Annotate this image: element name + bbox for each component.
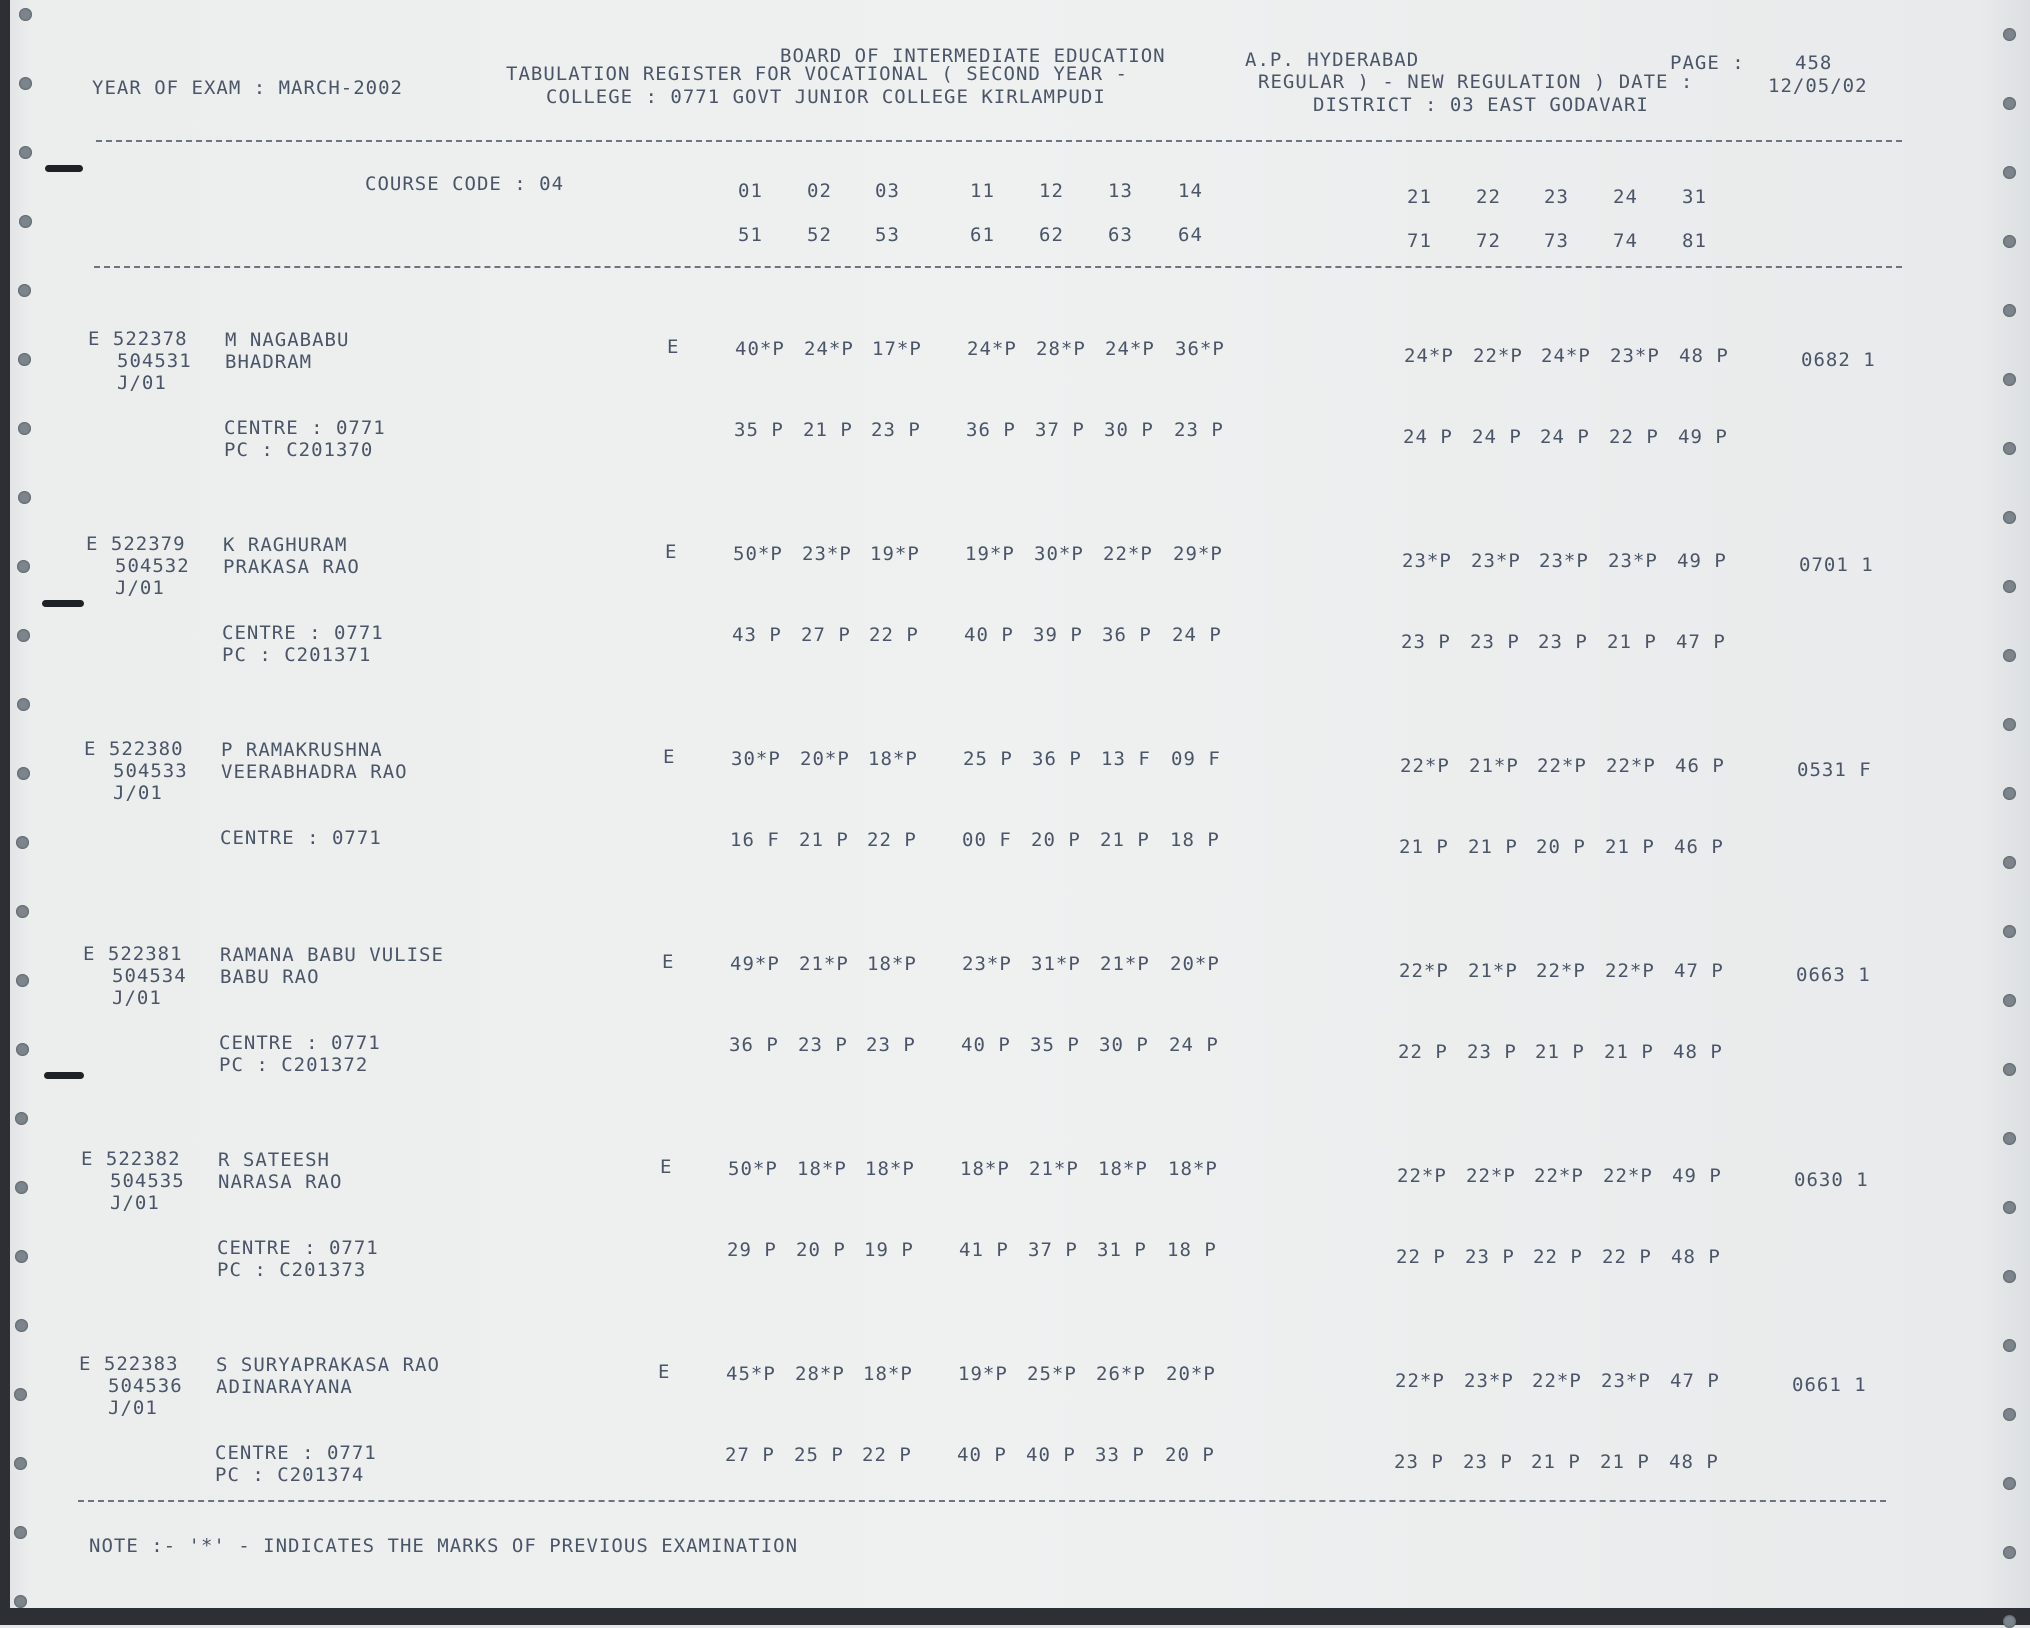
- student-name: M NAGABABU: [225, 329, 350, 351]
- course-rule: [94, 266, 1902, 268]
- mark-cell: 50*P: [728, 1158, 778, 1180]
- group-code: J/01: [108, 1397, 158, 1419]
- student-name: K RAGHURAM: [223, 534, 348, 556]
- mark-cell: 23 P: [798, 1034, 848, 1056]
- header-rule: [96, 140, 1902, 142]
- group-code: J/01: [115, 577, 165, 599]
- mark-cell: 18*P: [867, 953, 917, 975]
- sprocket-hole: [2003, 994, 2016, 1007]
- year-of-exam: YEAR OF EXAM : MARCH-2002: [92, 77, 403, 99]
- sprocket-hole: [17, 560, 30, 573]
- mark-cell: 18*P: [797, 1158, 847, 1180]
- sprocket-hole: [2003, 1408, 2016, 1421]
- mark-cell: 22 P: [1396, 1246, 1446, 1268]
- centre-code: CENTRE : 0771: [215, 1442, 377, 1464]
- mark-cell: 24*P: [1105, 338, 1155, 360]
- sprocket-hole: [18, 491, 31, 504]
- footer-rule: [78, 1500, 1886, 1502]
- mark-cell: 18*P: [865, 1158, 915, 1180]
- sprocket-hole: [2003, 856, 2016, 869]
- course-code-item: 51: [738, 224, 763, 246]
- sprocket-hole: [16, 836, 29, 849]
- board-location: A.P. HYDERABAD: [1245, 49, 1420, 71]
- paper-edge-bottom: [0, 1608, 2030, 1625]
- mark-cell: 21 P: [799, 829, 849, 851]
- mark-cell: 20*P: [800, 748, 850, 770]
- board-title: BOARD OF INTERMEDIATE EDUCATION: [780, 45, 1166, 67]
- medium: E: [660, 1156, 673, 1178]
- course-code-item: 03: [875, 180, 900, 202]
- mark-cell: 22*P: [1399, 960, 1449, 982]
- mark-cell: 21*P: [1029, 1158, 1079, 1180]
- mark-cell: 22*P: [1537, 755, 1587, 777]
- mark-cell: 22*P: [1400, 755, 1450, 777]
- sprocket-hole: [18, 353, 31, 366]
- sprocket-hole: [14, 1526, 27, 1539]
- course-code-item: 53: [875, 224, 900, 246]
- father-name: VEERABHADRA RAO: [221, 761, 408, 783]
- mark-cell: 21 P: [1605, 836, 1655, 858]
- mark-cell: 19*P: [870, 543, 920, 565]
- mark-cell: 50*P: [733, 543, 783, 565]
- mark-cell: 22 P: [1533, 1246, 1583, 1268]
- mark-cell: 39 P: [1033, 624, 1083, 646]
- mark-cell: 43 P: [732, 624, 782, 646]
- reg-number: E 522381: [83, 943, 183, 965]
- mark-cell: 18 P: [1170, 829, 1220, 851]
- total-result: 0630 1: [1794, 1169, 1869, 1191]
- pc-number: PC : C201373: [217, 1259, 367, 1281]
- mark-cell: 18*P: [1098, 1158, 1148, 1180]
- print-date: 12/05/02: [1768, 75, 1868, 97]
- medium: E: [665, 541, 678, 563]
- mark-cell: 24*P: [1541, 345, 1591, 367]
- mark-cell: 31*P: [1031, 953, 1081, 975]
- mark-cell: 27 P: [801, 624, 851, 646]
- mark-cell: 19 P: [864, 1239, 914, 1261]
- mark-cell: 36 P: [1102, 624, 1152, 646]
- mark-cell: 27 P: [725, 1444, 775, 1466]
- mark-cell: 21*P: [1468, 960, 1518, 982]
- course-code-item: 31: [1682, 186, 1707, 208]
- sprocket-hole: [2003, 580, 2016, 593]
- pc-number: PC : C201371: [222, 644, 372, 666]
- mark-cell: 22*P: [1473, 345, 1523, 367]
- mark-cell: 23 P: [1470, 631, 1520, 653]
- sprocket-hole: [2003, 235, 2016, 248]
- course-code-item: 63: [1108, 224, 1133, 246]
- mark-cell: 48 P: [1673, 1041, 1723, 1063]
- mark-cell: 40*P: [735, 338, 785, 360]
- mark-cell: 21*P: [1469, 755, 1519, 777]
- sprocket-hole: [15, 1250, 28, 1263]
- pc-number: PC : C201372: [219, 1054, 369, 1076]
- mark-cell: 22 P: [867, 829, 917, 851]
- father-name: BHADRAM: [225, 351, 313, 373]
- course-code-item: 14: [1178, 180, 1203, 202]
- mark-cell: 29*P: [1173, 543, 1223, 565]
- mark-cell: 24 P: [1540, 426, 1590, 448]
- mark-cell: 23*P: [1608, 550, 1658, 572]
- father-name: PRAKASA RAO: [223, 556, 360, 578]
- reg-number: E 522383: [79, 1353, 179, 1375]
- course-code-item: 23: [1544, 186, 1569, 208]
- total-result: 0663 1: [1796, 964, 1871, 986]
- mark-cell: 09 F: [1171, 748, 1221, 770]
- mark-cell: 23*P: [1464, 1370, 1514, 1392]
- medium: E: [663, 746, 676, 768]
- mark-cell: 22 P: [1609, 426, 1659, 448]
- student-name: RAMANA BABU VULISE: [220, 944, 444, 966]
- mark-cell: 28*P: [1036, 338, 1086, 360]
- sprocket-hole: [14, 1457, 27, 1470]
- mark-cell: 49 P: [1678, 426, 1728, 448]
- mark-cell: 36*P: [1175, 338, 1225, 360]
- student-code: 504534: [112, 965, 187, 987]
- sprocket-hole: [2003, 28, 2016, 41]
- mark-cell: 18*P: [863, 1363, 913, 1385]
- group-code: J/01: [113, 782, 163, 804]
- mark-cell: 26*P: [1096, 1363, 1146, 1385]
- mark-cell: 49*P: [730, 953, 780, 975]
- mark-cell: 18 P: [1167, 1239, 1217, 1261]
- reg-number: E 522380: [84, 738, 184, 760]
- mark-cell: 23 P: [866, 1034, 916, 1056]
- course-code-item: 72: [1476, 230, 1501, 252]
- mark-cell: 21 P: [1100, 829, 1150, 851]
- mark-cell: 25*P: [1027, 1363, 1077, 1385]
- mark-cell: 24 P: [1472, 426, 1522, 448]
- father-name: BABU RAO: [220, 966, 320, 988]
- mark-cell: 23 P: [871, 419, 921, 441]
- course-code-item: 62: [1039, 224, 1064, 246]
- sprocket-hole: [17, 767, 30, 780]
- mark-cell: 20 P: [1165, 1444, 1215, 1466]
- mark-cell: 23 P: [1174, 419, 1224, 441]
- course-code-item: 71: [1407, 230, 1432, 252]
- course-code-item: 61: [970, 224, 995, 246]
- mark-cell: 30*P: [1034, 543, 1084, 565]
- mark-cell: 22*P: [1395, 1370, 1445, 1392]
- mark-cell: 30*P: [731, 748, 781, 770]
- mark-cell: 21 P: [1399, 836, 1449, 858]
- centre-code: CENTRE : 0771: [222, 622, 384, 644]
- mark-cell: 22*P: [1536, 960, 1586, 982]
- reg-number: E 522378: [88, 328, 188, 350]
- mark-cell: 23 P: [1401, 631, 1451, 653]
- sprocket-hole: [2003, 1270, 2016, 1283]
- centre-code: CENTRE : 0771: [217, 1237, 379, 1259]
- sprocket-hole: [18, 422, 31, 435]
- mark-cell: 21 P: [1600, 1451, 1650, 1473]
- mark-cell: 23 P: [1394, 1451, 1444, 1473]
- course-code-item: 21: [1407, 186, 1432, 208]
- mark-cell: 40 P: [961, 1034, 1011, 1056]
- course-code-item: 22: [1476, 186, 1501, 208]
- mark-cell: 17*P: [872, 338, 922, 360]
- mark-cell: 29 P: [727, 1239, 777, 1261]
- reg-number: E 522379: [86, 533, 186, 555]
- mark-cell: 35 P: [734, 419, 784, 441]
- mark-cell: 21 P: [1468, 836, 1518, 858]
- sprocket-hole: [19, 77, 32, 90]
- course-code-item: 13: [1108, 180, 1133, 202]
- mark-cell: 24*P: [1404, 345, 1454, 367]
- sprocket-hole: [14, 1595, 27, 1608]
- sprocket-hole: [15, 1181, 28, 1194]
- sprocket-hole: [2003, 1615, 2016, 1628]
- course-code: COURSE CODE : 04: [365, 173, 565, 195]
- mark-cell: 24*P: [967, 338, 1017, 360]
- mark-cell: 33 P: [1095, 1444, 1145, 1466]
- mark-cell: 49 P: [1672, 1165, 1722, 1187]
- mark-cell: 30 P: [1099, 1034, 1149, 1056]
- mark-cell: 36 P: [1032, 748, 1082, 770]
- total-result: 0531 F: [1797, 759, 1872, 781]
- sprocket-hole: [2003, 1477, 2016, 1490]
- mark-cell: 36 P: [729, 1034, 779, 1056]
- centre-code: CENTRE : 0771: [224, 417, 386, 439]
- mark-cell: 47 P: [1674, 960, 1724, 982]
- pen-mark: [42, 600, 84, 607]
- sprocket-hole: [2003, 649, 2016, 662]
- mark-cell: 18*P: [960, 1158, 1010, 1180]
- centre-code: CENTRE : 0771: [219, 1032, 381, 1054]
- father-name: ADINARAYANA: [216, 1376, 353, 1398]
- mark-cell: 48 P: [1679, 345, 1729, 367]
- mark-cell: 20*P: [1170, 953, 1220, 975]
- course-code-item: 74: [1613, 230, 1638, 252]
- group-code: J/01: [112, 987, 162, 1009]
- mark-cell: 21*P: [1100, 953, 1150, 975]
- mark-cell: 21 P: [1535, 1041, 1585, 1063]
- course-code-item: 81: [1682, 230, 1707, 252]
- student-code: 504536: [108, 1375, 183, 1397]
- medium: E: [667, 336, 680, 358]
- student-name: R SATEESH: [218, 1149, 330, 1171]
- mark-cell: 45*P: [726, 1363, 776, 1385]
- sprocket-hole: [2003, 166, 2016, 179]
- mark-cell: 22*P: [1532, 1370, 1582, 1392]
- course-code-item: 12: [1039, 180, 1064, 202]
- mark-cell: 20 P: [796, 1239, 846, 1261]
- mark-cell: 23 P: [1467, 1041, 1517, 1063]
- mark-cell: 20 P: [1536, 836, 1586, 858]
- sprocket-hole: [2003, 787, 2016, 800]
- mark-cell: 23*P: [1610, 345, 1660, 367]
- mark-cell: 22*P: [1605, 960, 1655, 982]
- centre-code: CENTRE : 0771: [220, 827, 382, 849]
- sprocket-hole: [2003, 1339, 2016, 1352]
- sprocket-hole: [15, 1319, 28, 1332]
- total-result: 0661 1: [1792, 1374, 1867, 1396]
- mark-cell: 21 P: [1607, 631, 1657, 653]
- mark-cell: 40 P: [1026, 1444, 1076, 1466]
- pc-number: PC : C201374: [215, 1464, 365, 1486]
- mark-cell: 22*P: [1397, 1165, 1447, 1187]
- student-code: 504533: [113, 760, 188, 782]
- reg-number: E 522382: [81, 1148, 181, 1170]
- mark-cell: 36 P: [966, 419, 1016, 441]
- page-label: PAGE :: [1670, 52, 1745, 74]
- sprocket-hole: [16, 1043, 29, 1056]
- mark-cell: 25 P: [794, 1444, 844, 1466]
- mark-cell: 47 P: [1670, 1370, 1720, 1392]
- mark-cell: 31 P: [1097, 1239, 1147, 1261]
- mark-cell: 24 P: [1172, 624, 1222, 646]
- sprocket-hole: [18, 284, 31, 297]
- course-code-item: 11: [970, 180, 995, 202]
- student-code: 504535: [110, 1170, 185, 1192]
- mark-cell: 37 P: [1035, 419, 1085, 441]
- mark-cell: 48 P: [1671, 1246, 1721, 1268]
- mark-cell: 16 F: [730, 829, 780, 851]
- sprocket-hole: [2003, 925, 2016, 938]
- mark-cell: 41 P: [959, 1239, 1009, 1261]
- mark-cell: 30 P: [1104, 419, 1154, 441]
- mark-cell: 21 P: [803, 419, 853, 441]
- sprocket-hole: [15, 1112, 28, 1125]
- page-number: 458: [1795, 52, 1833, 74]
- mark-cell: 20 P: [1031, 829, 1081, 851]
- mark-cell: 22 P: [1602, 1246, 1652, 1268]
- sprocket-hole: [17, 629, 30, 642]
- sprocket-hole: [2003, 511, 2016, 524]
- medium: E: [658, 1361, 671, 1383]
- regulation-info: REGULAR ) - NEW REGULATION ) DATE :: [1258, 71, 1694, 93]
- group-code: J/01: [110, 1192, 160, 1214]
- student-code: 504531: [117, 350, 192, 372]
- father-name: NARASA RAO: [218, 1171, 343, 1193]
- mark-cell: 46 P: [1675, 755, 1725, 777]
- mark-cell: 23*P: [1601, 1370, 1651, 1392]
- sprocket-hole: [19, 146, 32, 159]
- total-result: 0682 1: [1801, 349, 1876, 371]
- group-code: J/01: [117, 372, 167, 394]
- total-result: 0701 1: [1799, 554, 1874, 576]
- mark-cell: 13 F: [1101, 748, 1151, 770]
- mark-cell: 23*P: [1471, 550, 1521, 572]
- course-code-item: 52: [807, 224, 832, 246]
- sprocket-hole: [14, 1388, 27, 1401]
- sprocket-hole: [2003, 1063, 2016, 1076]
- footer-note: NOTE :- '*' - INDICATES THE MARKS OF PREVIOUS EXAMINATION: [89, 1535, 799, 1557]
- course-code-item: 02: [807, 180, 832, 202]
- mark-cell: 19*P: [958, 1363, 1008, 1385]
- medium: E: [662, 951, 675, 973]
- mark-cell: 22*P: [1603, 1165, 1653, 1187]
- mark-cell: 22 P: [869, 624, 919, 646]
- sprocket-hole: [2003, 304, 2016, 317]
- mark-cell: 23*P: [962, 953, 1012, 975]
- pc-number: PC : C201370: [224, 439, 374, 461]
- mark-cell: 21 P: [1531, 1451, 1581, 1473]
- student-name: S SURYAPRAKASA RAO: [216, 1354, 440, 1376]
- mark-cell: 40 P: [957, 1444, 1007, 1466]
- mark-cell: 23 P: [1465, 1246, 1515, 1268]
- register-title: TABULATION REGISTER FOR VOCATIONAL ( SECOND YEAR -: [506, 63, 1128, 85]
- college-info: COLLEGE : 0771 GOVT JUNIOR COLLEGE KIRLAMPUDI: [546, 86, 1106, 108]
- sprocket-hole: [16, 905, 29, 918]
- sprocket-hole: [19, 8, 32, 21]
- mark-cell: 22 P: [1398, 1041, 1448, 1063]
- mark-cell: 19*P: [965, 543, 1015, 565]
- paper-edge-left: [0, 0, 10, 1625]
- sprocket-hole: [19, 215, 32, 228]
- sprocket-hole: [2003, 373, 2016, 386]
- mark-cell: 23*P: [1402, 550, 1452, 572]
- mark-cell: 24*P: [804, 338, 854, 360]
- mark-cell: 23 P: [1463, 1451, 1513, 1473]
- mark-cell: 21*P: [799, 953, 849, 975]
- student-name: P RAMAKRUSHNA: [221, 739, 383, 761]
- mark-cell: 49 P: [1677, 550, 1727, 572]
- course-code-item: 64: [1178, 224, 1203, 246]
- student-code: 504532: [115, 555, 190, 577]
- mark-cell: 20*P: [1166, 1363, 1216, 1385]
- sprocket-hole: [2003, 1546, 2016, 1559]
- mark-cell: 18*P: [868, 748, 918, 770]
- mark-cell: 40 P: [964, 624, 1014, 646]
- sprocket-hole: [16, 974, 29, 987]
- mark-cell: 24 P: [1403, 426, 1453, 448]
- mark-cell: 22*P: [1534, 1165, 1584, 1187]
- mark-cell: 24 P: [1169, 1034, 1219, 1056]
- pen-mark: [45, 165, 83, 172]
- sprocket-hole: [17, 698, 30, 711]
- sprocket-hole: [2003, 718, 2016, 731]
- course-code-item: 73: [1544, 230, 1569, 252]
- mark-cell: 23*P: [1539, 550, 1589, 572]
- mark-cell: 22*P: [1466, 1165, 1516, 1187]
- sprocket-hole: [2003, 1201, 2016, 1214]
- mark-cell: 35 P: [1030, 1034, 1080, 1056]
- mark-cell: 25 P: [963, 748, 1013, 770]
- district-info: DISTRICT : 03 EAST GODAVARI: [1313, 94, 1649, 116]
- mark-cell: 46 P: [1674, 836, 1724, 858]
- sprocket-hole: [2003, 97, 2016, 110]
- course-code-item: 01: [738, 180, 763, 202]
- mark-cell: 22 P: [862, 1444, 912, 1466]
- mark-cell: 18*P: [1168, 1158, 1218, 1180]
- mark-cell: 21 P: [1604, 1041, 1654, 1063]
- mark-cell: 47 P: [1676, 631, 1726, 653]
- sprocket-hole: [2003, 1132, 2016, 1145]
- mark-cell: 37 P: [1028, 1239, 1078, 1261]
- mark-cell: 28*P: [795, 1363, 845, 1385]
- pen-mark: [44, 1072, 84, 1079]
- course-code-item: 24: [1613, 186, 1638, 208]
- mark-cell: 22*P: [1606, 755, 1656, 777]
- mark-cell: 48 P: [1669, 1451, 1719, 1473]
- mark-cell: 22*P: [1103, 543, 1153, 565]
- mark-cell: 23*P: [802, 543, 852, 565]
- mark-cell: 23 P: [1538, 631, 1588, 653]
- mark-cell: 00 F: [962, 829, 1012, 851]
- sprocket-hole: [2003, 442, 2016, 455]
